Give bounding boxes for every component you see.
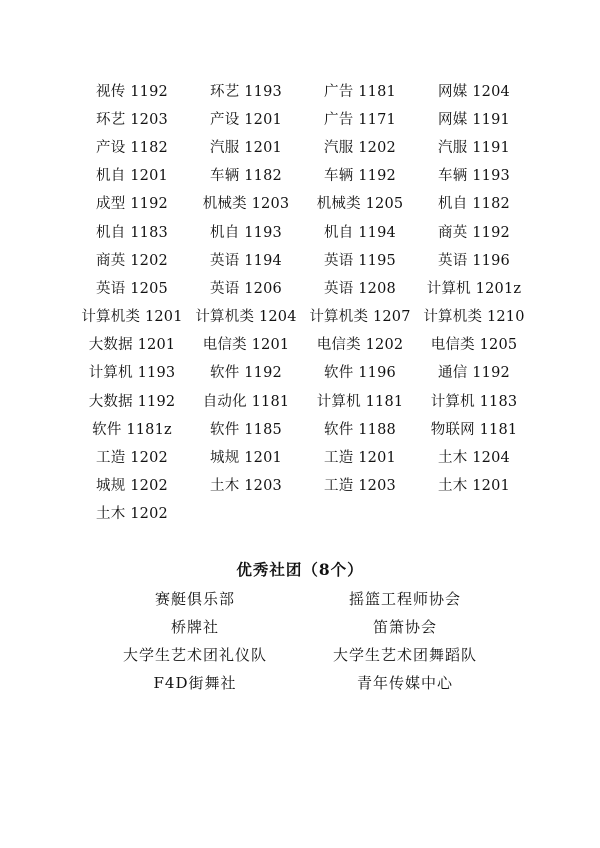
club-name: 笛箫协会 bbox=[372, 617, 437, 636]
class-row bbox=[75, 245, 531, 273]
class-name: 广告 1171 bbox=[324, 111, 396, 128]
class-row bbox=[75, 189, 531, 217]
class-name: 机自 1183 bbox=[96, 224, 168, 241]
class-name: 环艺 1193 bbox=[210, 83, 282, 100]
class-name: 土木 1201 bbox=[438, 478, 510, 495]
class-name: 大数据 1192 bbox=[88, 393, 176, 410]
class-row bbox=[75, 302, 531, 330]
class-row bbox=[75, 132, 531, 160]
class-name: 土木 1204 bbox=[438, 450, 510, 467]
class-name: 汽服 1202 bbox=[324, 139, 396, 156]
class-name: 土木 1202 bbox=[96, 506, 168, 523]
clubs-section-title: 优秀社团（8个） bbox=[236, 560, 364, 579]
class-name: 广告 1181 bbox=[324, 83, 396, 100]
club-name: 大学生艺术团舞蹈队 bbox=[332, 645, 477, 664]
class-name: 软件 1196 bbox=[324, 365, 396, 382]
class-name: 英语 1194 bbox=[210, 252, 282, 269]
class-row bbox=[75, 76, 531, 104]
class-name: 产设 1182 bbox=[96, 139, 168, 156]
class-name: 大数据 1201 bbox=[88, 337, 176, 354]
class-name: 机械类 1205 bbox=[316, 196, 404, 213]
class-row bbox=[75, 273, 531, 301]
class-name: 成型 1192 bbox=[96, 196, 168, 213]
class-name: 土木 1203 bbox=[210, 478, 282, 495]
class-name: 英语 1196 bbox=[438, 252, 510, 269]
class-row bbox=[75, 414, 531, 442]
class-name: 网媒 1191 bbox=[438, 111, 510, 128]
club-row bbox=[90, 584, 510, 612]
class-name: 英语 1195 bbox=[324, 252, 396, 269]
class-name: 英语 1205 bbox=[96, 280, 168, 297]
class-name: 软件 1181z bbox=[92, 421, 172, 438]
class-name: 商英 1192 bbox=[438, 224, 510, 241]
class-row bbox=[75, 442, 531, 470]
class-name: 计算机类 1204 bbox=[195, 309, 297, 326]
class-name: 计算机 1201z bbox=[426, 280, 522, 297]
club-name: 摇篮工程师协会 bbox=[348, 589, 461, 608]
class-name: 车辆 1192 bbox=[324, 168, 396, 185]
class-row bbox=[75, 386, 531, 414]
class-row bbox=[75, 104, 531, 132]
class-name: 通信 1192 bbox=[438, 365, 510, 382]
class-name: 软件 1192 bbox=[210, 365, 282, 382]
class-row bbox=[75, 499, 531, 527]
class-name: 计算机类 1210 bbox=[423, 309, 525, 326]
club-name: 桥牌社 bbox=[170, 617, 219, 636]
class-name: 软件 1185 bbox=[210, 421, 282, 438]
class-name: 机自 1193 bbox=[210, 224, 282, 241]
class-name: 计算机类 1207 bbox=[309, 309, 411, 326]
class-name: 电信类 1202 bbox=[316, 337, 404, 354]
class-row bbox=[75, 358, 531, 386]
class-name: 视传 1192 bbox=[96, 83, 168, 100]
class-name: 计算机 1183 bbox=[430, 393, 518, 410]
class-name: 软件 1188 bbox=[324, 421, 396, 438]
class-list-grid bbox=[75, 76, 531, 527]
class-name: 汽服 1191 bbox=[438, 139, 510, 156]
club-row bbox=[90, 612, 510, 640]
club-name: 青年传媒中心 bbox=[356, 674, 453, 693]
class-name: 电信类 1205 bbox=[430, 337, 518, 354]
class-name: 网媒 1204 bbox=[438, 83, 510, 100]
class-name: 计算机类 1201 bbox=[81, 309, 183, 326]
class-row bbox=[75, 161, 531, 189]
class-name: 英语 1206 bbox=[210, 280, 282, 297]
class-name: 汽服 1201 bbox=[210, 139, 282, 156]
class-name: 车辆 1193 bbox=[438, 168, 510, 185]
class-name: 城规 1201 bbox=[210, 450, 282, 467]
class-name: 工造 1201 bbox=[324, 450, 396, 467]
class-name: 机自 1201 bbox=[96, 168, 168, 185]
class-name: 工造 1203 bbox=[324, 478, 396, 495]
club-row bbox=[90, 669, 510, 697]
class-name: 计算机 1193 bbox=[88, 365, 176, 382]
class-name: 车辆 1182 bbox=[210, 168, 282, 185]
class-name: 机自 1194 bbox=[324, 224, 396, 241]
club-name: 赛艇俱乐部 bbox=[154, 589, 235, 608]
class-row bbox=[75, 217, 531, 245]
class-name: 产设 1201 bbox=[210, 111, 282, 128]
class-name: 英语 1208 bbox=[324, 280, 396, 297]
club-name: F4D街舞社 bbox=[153, 674, 237, 693]
club-row bbox=[90, 640, 510, 668]
class-name: 机自 1182 bbox=[438, 196, 510, 213]
class-row bbox=[75, 471, 531, 499]
class-name: 环艺 1203 bbox=[96, 111, 168, 128]
class-name: 商英 1202 bbox=[96, 252, 168, 269]
class-name: 工造 1202 bbox=[96, 450, 168, 467]
class-name: 电信类 1201 bbox=[202, 337, 290, 354]
class-row bbox=[75, 330, 531, 358]
class-name: 城规 1202 bbox=[96, 478, 168, 495]
class-name: 物联网 1181 bbox=[430, 421, 518, 438]
club-name: 大学生艺术团礼仪队 bbox=[122, 645, 267, 664]
class-name: 自动化 1181 bbox=[202, 393, 290, 410]
class-name: 机械类 1203 bbox=[202, 196, 290, 213]
club-list-grid bbox=[90, 584, 510, 697]
class-name: 计算机 1181 bbox=[316, 393, 404, 410]
